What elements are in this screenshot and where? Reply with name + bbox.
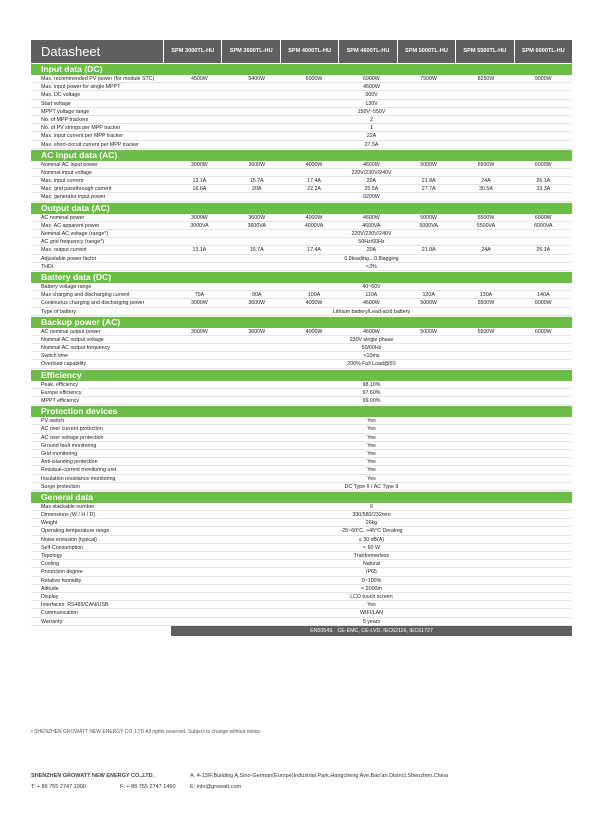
spec-value: Natural <box>362 561 381 568</box>
spec-value: 33.3A <box>536 186 551 193</box>
spec-label: Max. input current <box>41 178 84 185</box>
spec-value: 2 <box>370 116 373 123</box>
spec-row <box>31 108 572 116</box>
model-header: SPM 5000TL-HU <box>398 40 455 63</box>
spec-label: AC nominal power <box>41 214 85 221</box>
spec-value: Tranformerless <box>353 553 390 559</box>
spec-value: 20A <box>366 178 377 185</box>
spec-row <box>31 230 572 238</box>
spec-value: 99.00% <box>362 398 381 404</box>
spec-value: ≤ 30 dB(A) <box>358 536 385 543</box>
spec-value: 140A <box>537 292 550 299</box>
spec-value: 5000W <box>420 300 438 307</box>
spec-label: Max. DC voltage <box>41 92 81 99</box>
spec-value: 5400W <box>248 76 266 82</box>
company-tel: T: + 86 755 2747 1900 <box>31 784 86 790</box>
spec-value: 6000W <box>534 300 552 307</box>
spec-value: 4000W <box>305 328 323 335</box>
spec-label: Grid monitoring <box>41 450 78 457</box>
spec-row <box>31 238 572 246</box>
spec-value: 4500W <box>191 76 208 82</box>
spec-value: 5000W <box>420 214 438 221</box>
spec-value: Yes <box>367 442 376 449</box>
spec-label: Max. output current <box>41 247 87 254</box>
model-headers <box>163 40 572 63</box>
model-header: SPM 3600TL-HU <box>222 40 279 63</box>
spec-label: Altitude <box>41 585 59 592</box>
spec-value: 9200W <box>363 194 380 201</box>
spec-label: Anti-islanding protection <box>41 459 98 466</box>
spec-label: MPPT efficiency <box>41 398 80 404</box>
spec-row <box>31 263 572 271</box>
spec-row <box>31 141 572 149</box>
spec-label: Max. input current per MPP tracker <box>41 133 124 140</box>
section-header: Efficiency <box>31 370 572 381</box>
spec-label: Cooling <box>41 561 59 568</box>
spec-row <box>31 222 572 230</box>
spec-row <box>31 434 572 442</box>
spec-row <box>31 255 572 263</box>
spec-value: 20A <box>252 186 262 193</box>
spec-row <box>31 458 572 466</box>
spec-value: 4600W <box>362 328 380 335</box>
spec-value: 13.1A <box>192 178 207 185</box>
spec-row <box>31 177 572 185</box>
spec-value: 5 years <box>362 618 381 625</box>
spec-row <box>31 185 572 193</box>
spec-value: 110A <box>365 292 378 299</box>
spec-label: AC over voltage protection <box>41 434 104 441</box>
spec-value: 3600W <box>248 214 266 221</box>
spec-value: 4500W <box>363 84 380 91</box>
spec-label: Max. grid passthrough current <box>41 186 112 193</box>
spec-label: Max stackable number <box>41 503 95 510</box>
spec-label: Insulation resistance monitoring <box>41 475 116 482</box>
spec-row <box>31 75 572 83</box>
spec-row <box>31 246 572 254</box>
company-address: A: 4-13/F,Building A,Sino-German(Europe)Industrial Park,Hangcheng Ave,Bao'an District,Shenzhen,China <box>190 773 449 779</box>
spec-value: 9000W <box>534 76 552 82</box>
section-header: General data <box>31 492 572 503</box>
spec-value: 220V/230V/240V <box>351 231 392 237</box>
spec-value: 24A <box>481 247 491 254</box>
company-name: SHENZHEN GROWATT NEW ENERGY CO.,LTD. <box>31 773 155 779</box>
spec-value: 25.5A <box>364 186 379 193</box>
spec-row <box>31 124 572 132</box>
spec-row <box>31 483 572 491</box>
section-header: Battery data (DC) <box>31 272 572 283</box>
spec-value: 16.6A <box>192 186 207 193</box>
spec-sections <box>31 64 572 626</box>
spec-value: 8250W <box>477 76 495 82</box>
spec-value: < 60 W <box>363 544 380 551</box>
spec-label: AC grid frequency (range*) <box>41 239 105 246</box>
spec-value: 26.1A <box>536 247 551 254</box>
spec-row <box>31 552 572 560</box>
spec-row <box>31 161 572 169</box>
spec-label: Max. input power for single MPPT <box>41 84 121 91</box>
spec-value: 5500W <box>477 300 495 307</box>
spec-value: IP65 <box>366 569 377 576</box>
spec-label: Start voltage <box>41 100 71 107</box>
spec-row <box>31 328 572 336</box>
spec-value: 17.4A <box>307 247 321 254</box>
model-header: SPM 3000TL-HU <box>164 40 221 63</box>
spec-value: 4600W <box>362 161 380 168</box>
spec-label: PV switch <box>41 418 65 425</box>
spec-value: 5500W <box>477 161 495 168</box>
section-header: Backup power (AC) <box>31 317 572 328</box>
spec-value: Yes <box>367 434 376 441</box>
model-header: SPM 6000TL-HU <box>515 40 572 63</box>
section-header: Output data (AC) <box>31 203 572 214</box>
spec-value: 3000W <box>191 328 208 335</box>
spec-value: 1 <box>370 125 373 132</box>
spec-row <box>31 536 572 544</box>
certifications: EN50549、CE-EMC, CE-LVD, IEC62116, IEC61727 <box>171 626 572 636</box>
spec-label: Nominal AC output voltage <box>41 336 104 343</box>
spec-row <box>31 381 572 389</box>
spec-label: Max. generator input power <box>41 194 106 201</box>
spec-value: 600V <box>365 92 378 99</box>
spec-row <box>31 466 572 474</box>
spec-label: Peak. efficiency <box>41 381 79 388</box>
spec-value: 6000W <box>534 161 552 168</box>
spec-value: 150V~550V <box>357 108 386 115</box>
spec-value: 6000W <box>305 76 323 82</box>
spec-row <box>31 344 572 352</box>
spec-value: 5500VA <box>476 222 496 229</box>
footnote: • SHENZHEN GROWATT NEW ENERGY CO.,LTD All rights reserved. Subject to change without notice. <box>31 729 262 735</box>
spec-label: Noise emission (typical) <box>41 536 97 543</box>
spec-label: Max. recommended PV power (for module STC) <box>41 76 155 82</box>
spec-label: Interfaces: RS485/CAN/USB <box>41 602 109 609</box>
spec-row <box>31 609 572 617</box>
spec-value: 26.1A <box>536 178 551 185</box>
spec-label: Residual-current monitoring unit <box>41 467 117 474</box>
spec-label: Weight <box>41 520 58 527</box>
spec-row <box>31 442 572 450</box>
header-row <box>31 40 572 63</box>
spec-value: 50/60Hz <box>361 345 382 352</box>
spec-value: 21.8A <box>421 247 436 254</box>
spec-value: 5000VA <box>419 222 438 229</box>
spec-label: Type of battery <box>41 308 77 315</box>
spec-label: Display <box>41 593 59 600</box>
spec-label: Nominal input voltage <box>41 169 92 176</box>
spec-value: DC Type II / AC Type II <box>344 483 399 490</box>
spec-row <box>31 214 572 222</box>
spec-label: AC nominal output power <box>41 328 101 335</box>
spec-label: Max. short-circuit current per MPP tracker <box>41 141 139 148</box>
spec-label: Operating temperature range <box>41 528 110 535</box>
spec-label: Nominal AC output frequency <box>41 345 110 352</box>
spec-value: 24A <box>481 178 491 185</box>
spec-row <box>31 389 572 397</box>
spec-row <box>31 193 572 201</box>
spec-row <box>31 169 572 177</box>
spec-label: THDi <box>41 263 54 270</box>
spec-label: Battery voltage range <box>41 283 92 290</box>
spec-value: 22A <box>366 133 377 140</box>
spec-value: 5000W <box>420 161 438 168</box>
spec-value: 3000VA <box>190 222 209 229</box>
spec-label: Switch time <box>41 353 69 360</box>
spec-row <box>31 299 572 307</box>
spec-value: 4600W <box>362 300 380 307</box>
spec-row <box>31 116 572 124</box>
spec-row <box>31 519 572 527</box>
spec-value: 15.7A <box>249 178 264 185</box>
spec-value: 130A <box>479 292 493 299</box>
spec-row <box>31 132 572 140</box>
spec-label: Nominal AC voltage (range*) <box>41 231 109 237</box>
spec-value: <10ms <box>363 353 380 360</box>
spec-value: 6 <box>370 503 373 510</box>
spec-value: 6000VA <box>534 222 553 229</box>
spec-value: 5500W <box>477 214 495 221</box>
spec-value: 26kg <box>365 520 378 527</box>
spec-label: Topology <box>41 553 63 559</box>
spec-value: Yes <box>367 459 376 466</box>
spec-value: 17.4A <box>307 178 321 185</box>
spec-label: AC over current protection <box>41 426 103 433</box>
spec-label: Max. AC apparent power <box>41 222 100 229</box>
spec-value: < 2000m <box>361 585 382 592</box>
model-header: SPM 4000TL-HU <box>281 40 338 63</box>
spec-label: Relative humidity <box>41 577 82 584</box>
spec-value: 40~60V <box>362 283 381 290</box>
spec-row <box>31 352 572 360</box>
spec-value: 7500W <box>420 76 438 82</box>
spec-value: 3600W <box>248 161 266 168</box>
spec-label: No. of MPP trackers <box>41 116 89 123</box>
spec-value: 3600W <box>248 328 266 335</box>
spec-value: 13.1A <box>192 247 207 254</box>
spec-label: Dimensions (W / H / D) <box>41 512 96 519</box>
spec-label: Europe efficiency <box>41 389 82 396</box>
spec-row <box>31 91 572 99</box>
spec-value: 4000W <box>305 161 323 168</box>
spec-value: 30.5A <box>479 186 493 193</box>
spec-value: Yes <box>367 602 376 609</box>
spec-value: 100A <box>307 292 321 299</box>
section-header: AC input data (AC) <box>31 150 572 161</box>
spec-label: Self-Consumption <box>41 544 84 551</box>
spec-value: Yes <box>367 450 376 457</box>
spec-label: Nominal AC input power <box>41 161 98 168</box>
spec-row <box>31 308 572 316</box>
spec-label: Warranty <box>41 618 63 625</box>
spec-value: 27.5A <box>364 141 379 148</box>
spec-value: 130V <box>365 100 378 107</box>
spec-row <box>31 360 572 368</box>
spec-value: 6000W <box>534 328 552 335</box>
spec-row <box>31 577 572 585</box>
spec-value: 3600VA <box>247 222 266 229</box>
spec-row <box>31 83 572 91</box>
spec-value: 4000W <box>305 214 323 221</box>
spec-value: 3000W <box>191 214 208 221</box>
spec-value: 6900W <box>362 76 380 82</box>
spec-value: 27.7A <box>421 186 436 193</box>
spec-value: 200% Full Load@5S <box>347 361 396 368</box>
spec-label: Overload capability <box>41 361 87 368</box>
spec-row <box>31 283 572 291</box>
spec-value: 22.2A <box>307 186 321 193</box>
spec-value: 220V/230V/240V <box>351 169 392 176</box>
datasheet <box>31 40 572 636</box>
spec-value: 70A <box>194 292 205 299</box>
spec-label: Continuous charging and discharging power <box>41 300 145 307</box>
spec-value: 90A <box>252 292 262 299</box>
spec-row <box>31 503 572 511</box>
spec-row <box>31 527 572 535</box>
spec-value: 20A <box>366 247 377 254</box>
company-fax: F: + 86 755 2747 1460 <box>120 784 176 790</box>
spec-row <box>31 336 572 344</box>
spec-value: 120A <box>422 292 435 299</box>
spec-value: 5500W <box>477 328 495 335</box>
spec-value: 230V single phase <box>349 336 394 343</box>
spec-value: 50Hz/60Hz <box>358 239 385 246</box>
spec-value: 3000W <box>191 161 208 168</box>
spec-label: Adjustable power factor <box>41 255 97 262</box>
spec-row <box>31 618 572 626</box>
spec-value: Yes <box>367 475 376 482</box>
spec-row <box>31 568 572 576</box>
spec-value: 3600W <box>248 300 266 307</box>
company-email: E: info@growatt.com <box>190 784 242 790</box>
spec-row <box>31 425 572 433</box>
spec-value: -25~60°C, >45°C Derating <box>340 528 403 535</box>
spec-value: 0.8leading…0.8lagging <box>344 255 399 262</box>
spec-value: WIFI/LAN <box>360 610 383 617</box>
spec-label: Ground fault monitoring <box>41 442 97 449</box>
spec-value: 97.60% <box>362 389 381 396</box>
spec-value: 4000VA <box>304 222 324 229</box>
spec-row <box>31 291 572 299</box>
section-header: Protection devices <box>31 406 572 417</box>
spec-value: 15.7A <box>249 247 264 254</box>
spec-value: Yes <box>367 426 376 433</box>
spec-row <box>31 450 572 458</box>
spec-value: 6000W <box>534 214 552 221</box>
spec-value: Lithium battery/Lead-acid battery <box>332 308 411 315</box>
spec-row <box>31 601 572 609</box>
spec-row <box>31 475 572 483</box>
spec-value: Yes <box>367 418 376 425</box>
spec-value: 4000W <box>305 300 323 307</box>
spec-row <box>31 560 572 568</box>
spec-value: 98.10% <box>362 381 381 388</box>
page-title: Datasheet <box>31 40 163 63</box>
spec-row <box>31 100 572 108</box>
spec-value: 3000W <box>191 300 208 307</box>
spec-label: MPPT voltage range <box>41 108 90 115</box>
section-header: Input data (DC) <box>31 64 572 75</box>
spec-value: 0~100% <box>361 577 382 584</box>
spec-label: Communication <box>41 610 78 617</box>
spec-label: No. of PV strings per MPP tracker <box>41 125 121 132</box>
spec-row <box>31 585 572 593</box>
spec-value: 5000W <box>420 328 438 335</box>
spec-row <box>31 397 572 405</box>
spec-label: Surge protection <box>41 483 80 490</box>
spec-row <box>31 511 572 519</box>
spec-value: LCD touch screen <box>350 593 393 600</box>
model-header: SPM 4600TL-HU <box>339 40 396 63</box>
spec-row <box>31 417 572 425</box>
model-header: SPM 5500TL-HU <box>456 40 513 63</box>
spec-value: 4600VA <box>362 222 381 229</box>
spec-label: Protection degree <box>41 569 83 576</box>
spec-value: Yes <box>367 467 376 474</box>
spec-row <box>31 593 572 601</box>
spec-value: 330/580/232mm <box>352 512 391 519</box>
spec-value: 21.8A <box>421 178 436 185</box>
spec-value: <3% <box>366 263 377 270</box>
spec-row <box>31 544 572 552</box>
spec-label: Max charging and discharging current <box>41 292 130 299</box>
spec-value: 4600W <box>362 214 380 221</box>
